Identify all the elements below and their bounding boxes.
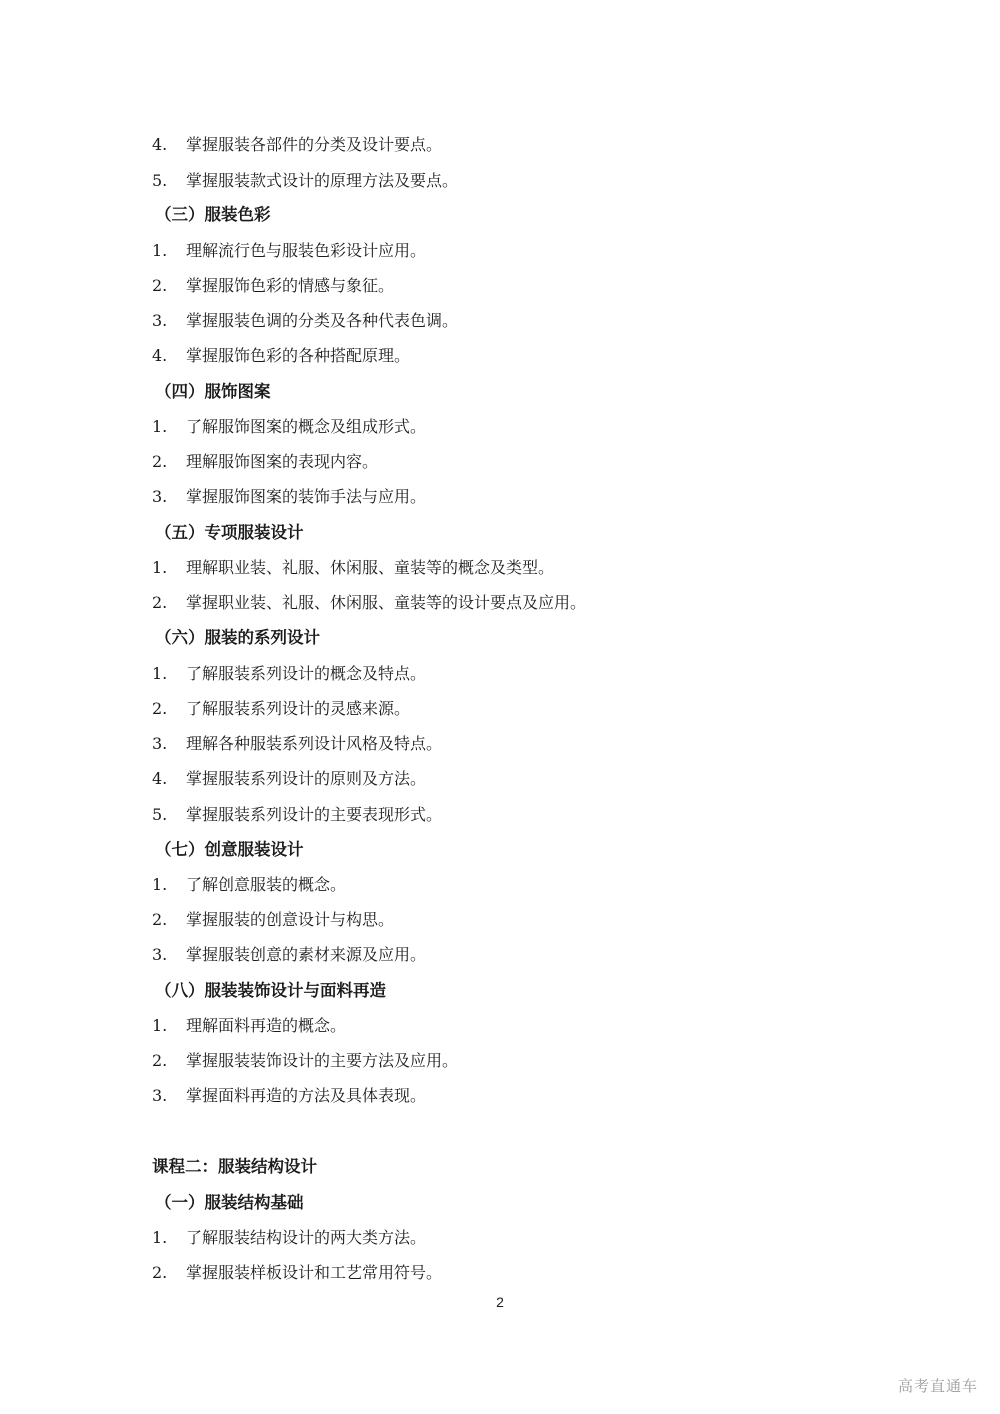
list-item-text: 掌握服装的创意设计与构思。 bbox=[186, 910, 395, 929]
list-item-number: 2. bbox=[152, 276, 168, 295]
list-item-number: 2. bbox=[152, 1051, 168, 1070]
course-title: 课程二：服装结构设计 bbox=[152, 1157, 317, 1176]
list-item bbox=[152, 804, 442, 826]
list-item-number: 5. bbox=[152, 171, 168, 190]
list-item-text: 掌握面料再造的方法及具体表现。 bbox=[186, 1086, 427, 1105]
list-item-number: 1. bbox=[152, 1228, 168, 1247]
list-item-text: 了解服装结构设计的两大类方法。 bbox=[186, 1228, 427, 1247]
list-item-text: 了解服装系列设计的概念及特点。 bbox=[186, 664, 427, 683]
list-item-text: 了解创意服装的概念。 bbox=[186, 875, 347, 894]
list-item bbox=[152, 698, 410, 720]
list-item-number: 3. bbox=[152, 945, 168, 964]
section-heading: （五）专项服装设计 bbox=[155, 523, 304, 542]
list-item-number: 1. bbox=[152, 241, 168, 260]
list-item-number: 3. bbox=[152, 311, 168, 330]
list-item-text: 掌握职业装、礼服、休闲服、童装等的设计要点及应用。 bbox=[186, 593, 587, 612]
list-item bbox=[152, 909, 394, 931]
section-heading: （七）创意服装设计 bbox=[155, 840, 304, 859]
list-item-text: 掌握服饰图案的装饰手法与应用。 bbox=[186, 487, 427, 506]
list-item-text: 理解各种服装系列设计风格及特点。 bbox=[186, 734, 443, 753]
list-item bbox=[152, 733, 442, 755]
list-item bbox=[152, 416, 426, 438]
list-item bbox=[152, 874, 346, 896]
list-item-number: 5. bbox=[152, 805, 168, 824]
list-item-text: 理解流行色与服装色彩设计应用。 bbox=[186, 241, 427, 260]
list-item-text: 掌握服装样板设计和工艺常用符号。 bbox=[186, 1263, 443, 1282]
list-item bbox=[152, 1085, 426, 1107]
list-item-text: 掌握服装创意的素材来源及应用。 bbox=[186, 945, 427, 964]
list-item bbox=[152, 1015, 346, 1037]
section-heading: （六）服装的系列设计 bbox=[155, 628, 320, 647]
list-item-text: 掌握服装各部件的分类及设计要点。 bbox=[186, 135, 443, 154]
list-item bbox=[152, 1227, 426, 1249]
list-item bbox=[152, 310, 458, 332]
list-item bbox=[152, 557, 554, 579]
list-item-number: 2. bbox=[152, 910, 168, 929]
list-item bbox=[152, 486, 426, 508]
list-item bbox=[152, 592, 586, 614]
list-item-text: 理解职业装、礼服、休闲服、童装等的概念及类型。 bbox=[186, 558, 555, 577]
list-item-number: 4. bbox=[152, 135, 168, 154]
page-number: 2 bbox=[496, 1294, 504, 1310]
watermark-text: 高考直通车 bbox=[897, 1377, 978, 1395]
list-item-number: 3. bbox=[152, 734, 168, 753]
list-item bbox=[152, 170, 458, 192]
list-item bbox=[152, 451, 378, 473]
list-item bbox=[152, 134, 442, 156]
list-item-text: 掌握服装色调的分类及各种代表色调。 bbox=[186, 311, 459, 330]
section-heading: （四）服饰图案 bbox=[155, 382, 271, 401]
list-item bbox=[152, 768, 426, 790]
list-item-text: 掌握服饰色彩的各种搭配原理。 bbox=[186, 346, 411, 365]
list-item-text: 了解服饰图案的概念及组成形式。 bbox=[186, 417, 427, 436]
list-item-number: 2. bbox=[152, 452, 168, 471]
list-item bbox=[152, 275, 394, 297]
list-item-text: 掌握服饰色彩的情感与象征。 bbox=[186, 276, 395, 295]
list-item-number: 1. bbox=[152, 664, 168, 683]
list-item-text: 掌握服装系列设计的主要表现形式。 bbox=[186, 805, 443, 824]
list-item-text: 掌握服装装饰设计的主要方法及应用。 bbox=[186, 1051, 459, 1070]
section-heading: （一）服装结构基础 bbox=[155, 1193, 304, 1212]
list-item-number: 1. bbox=[152, 558, 168, 577]
list-item-number: 2. bbox=[152, 593, 168, 612]
list-item bbox=[152, 240, 426, 262]
list-item bbox=[152, 345, 410, 367]
list-item-number: 3. bbox=[152, 1086, 168, 1105]
list-item-number: 4. bbox=[152, 346, 168, 365]
list-item-text: 理解服饰图案的表现内容。 bbox=[186, 452, 379, 471]
list-item-number: 1. bbox=[152, 875, 168, 894]
list-item bbox=[152, 1262, 442, 1284]
list-item-text: 理解面料再造的概念。 bbox=[186, 1016, 347, 1035]
list-item-number: 4. bbox=[152, 769, 168, 788]
list-item-number: 1. bbox=[152, 417, 168, 436]
list-item-number: 2. bbox=[152, 699, 168, 718]
list-item bbox=[152, 1050, 458, 1072]
list-item-number: 2. bbox=[152, 1263, 168, 1282]
section-heading: （八）服装装饰设计与面料再造 bbox=[155, 981, 386, 1000]
list-item bbox=[152, 663, 426, 685]
list-item-text: 掌握服装系列设计的原则及方法。 bbox=[186, 769, 427, 788]
list-item-number: 1. bbox=[152, 1016, 168, 1035]
list-item bbox=[152, 944, 426, 966]
section-heading: （三）服装色彩 bbox=[155, 205, 271, 224]
list-item-text: 了解服装系列设计的灵感来源。 bbox=[186, 699, 411, 718]
list-item-number: 3. bbox=[152, 487, 168, 506]
list-item-text: 掌握服装款式设计的原理方法及要点。 bbox=[186, 171, 459, 190]
